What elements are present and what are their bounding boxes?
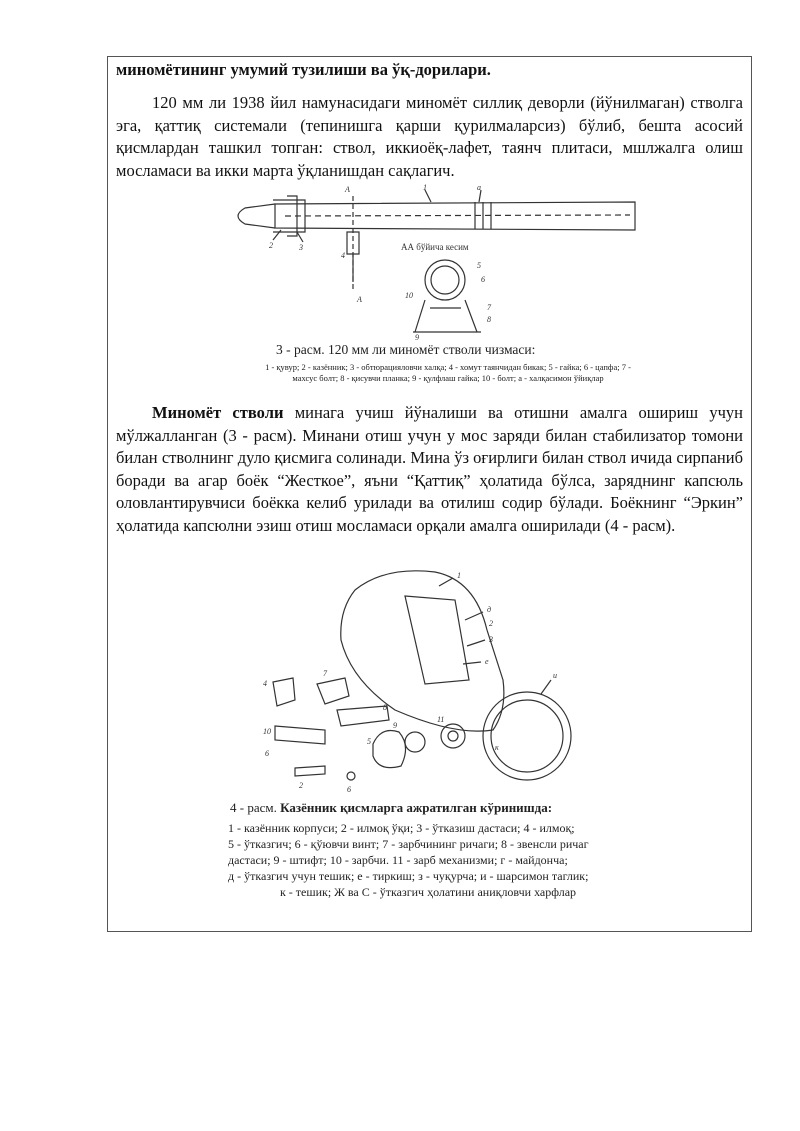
fig2-label-9: 9 xyxy=(393,721,397,730)
paragraph-barrel xyxy=(116,402,743,537)
figure-mortar-barrel xyxy=(225,182,665,342)
fig2-label-8: 8 xyxy=(383,703,387,712)
fig2-label-2b: 2 xyxy=(299,781,303,790)
figure2-caption-line: к - тешик; Ж ва С - ўтказгич ҳолатини аниқловчи харфлар xyxy=(279,885,577,899)
fig1-label-9: 9 xyxy=(415,333,419,342)
figure2-caption-line: 5 - ўтказгич; 6 - қўювчи винт; 7 - зарбчининг ричаги; 8 - звенсли ричаг xyxy=(228,837,589,851)
fig1-label-4: 4 xyxy=(341,251,345,260)
figure2-caption-body xyxy=(228,820,628,900)
fig1-label-A1: А xyxy=(345,185,350,194)
figure2-caption-num: 4 - расм. xyxy=(230,800,277,815)
figure2-caption-line: д - ўтказгич учун тешик; е - тиркиш; з - чуқурча; и - шарсимон таглик; xyxy=(228,869,589,883)
fig1-label-3: 3 xyxy=(299,243,303,252)
fig1-label-5: 5 xyxy=(477,261,481,270)
fig2-label-4: 4 xyxy=(263,679,267,688)
fig1-label-A2: А xyxy=(357,295,362,304)
paragraph-intro: 120 мм ли 1938 йил намунасидаги миномёт силлиқ деворли (йўнилмаган) стволга эга, қаттиқ системали (тепинишга қарши қурилмаларсиз) бўлиб, бешта асосий қисмлардан ташкил топган: ствол, иккиоёқ-лафет, таянч плитаси, мшлжалга олиш мосламаси ва икки марта ўқланишдан сақлагич. xyxy=(116,93,743,180)
fig2-label-i: и xyxy=(553,671,557,680)
fig1-label-10: 10 xyxy=(405,291,413,300)
paragraph-barrel-text: минага учиш йўналиши ва отишни амалга ошириш учун мўлжалланган (3 - расм). Минани отиш учун у мос заряди билан стабилизатор томони билан стволнинг дуло қисмига солинади. Мина ўз оғирлиги билан ствол ичида сирпаниб боради ва агар боёк “Жесткое”, яъни “Қаттиқ” ҳолатида бўлса, заряднинг капсюль оловлантирувчиси боёкка келиб урилади ва отилиш содир бўлади. Боёкнинг “Эркин” ҳолатида капсюлни эзиш отиш мосламаси орқали амалга оширилади (4 - расм). xyxy=(116,403,743,535)
figure1-caption-title: 3 - расм. 120 мм ли миномёт стволи чизмаси: xyxy=(276,342,536,357)
figure2-caption-line: дастаси; 9 - штифт; 10 - зарбчи. 11 - зарб механизми; г - майдонча; xyxy=(228,853,568,867)
fig2-label-2a: 2 xyxy=(489,619,493,628)
fig1-label-8: 8 xyxy=(487,315,491,324)
figure1-caption-body: 1 - қувур; 2 - казённик; 3 - обтюрацияловчи халқа; 4 - хомут таянчидан бикак; 5 - гайка; 6 - цапфа; 7 - махсус болт; 8 - қисувчи планка; 9 - қулфлаш гайка; 10 - болт; а - халқасимон ўйиқлар xyxy=(265,362,631,383)
fig2-label-11: 11 xyxy=(437,715,445,724)
figure2-caption-line: 1 - казённик корпуси; 2 - илмоқ ўқи; 3 - ўтказиш дастаси; 4 - илмоқ; xyxy=(228,821,575,835)
fig2-label-7: 7 xyxy=(323,669,327,678)
fig2-label-6a: 6 xyxy=(265,749,269,758)
fig2-label-1: 1 xyxy=(457,571,461,580)
fig2-label-e: е xyxy=(485,657,489,666)
section-heading: миномётининг умумий тузилиши ва ўқ-дорилари. xyxy=(116,60,491,79)
fig1-section-label: АА бўйича кесим xyxy=(401,242,469,252)
fig1-label-7: 7 xyxy=(487,303,491,312)
fig2-label-10: 10 xyxy=(263,727,271,736)
figure2-caption-title xyxy=(230,800,552,816)
fig2-label-6b: 6 xyxy=(347,785,351,794)
fig2-label-5: 5 xyxy=(367,737,371,746)
fig1-label-1: 1 xyxy=(423,183,427,192)
fig1-label-a1: а xyxy=(477,183,481,192)
paragraph-barrel-lead: Миномёт стволи xyxy=(152,403,284,422)
figure-breech-exploded xyxy=(255,560,595,800)
fig2-label-3: 3 xyxy=(489,635,493,644)
figure2-caption-heading: Казённик қисмларга ажратилган кўринишда: xyxy=(280,800,553,815)
fig1-label-6: 6 xyxy=(481,275,485,284)
fig2-label-d: д xyxy=(487,605,492,614)
fig2-label-k: к xyxy=(495,743,499,752)
fig1-label-2: 2 xyxy=(269,241,273,250)
